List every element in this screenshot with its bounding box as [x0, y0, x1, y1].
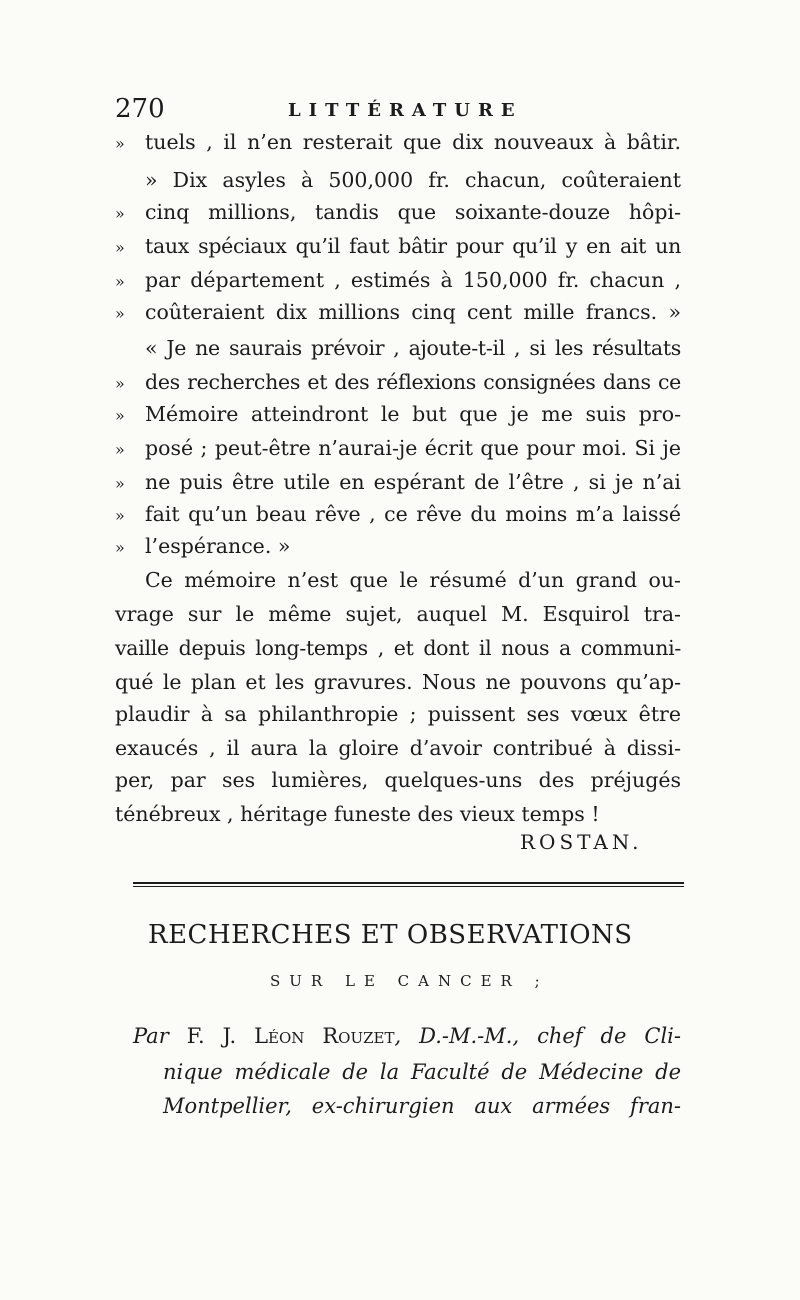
- line-text: posé ; peut-être n’aurai-je écrit que pour moi. Si je: [145, 436, 681, 460]
- line-text: exaucés , il aura la gloire d’avoir contribué à dissi-: [115, 736, 681, 760]
- article-title: RECHERCHES ET OBSERVATIONS: [148, 920, 633, 950]
- signature: ROSTAN.: [520, 830, 643, 854]
- byline-text: nique médicale de la Faculté de Médecine de: [163, 1060, 681, 1084]
- divider-thick: [133, 882, 684, 884]
- divider-thin: [133, 886, 684, 887]
- line-text: Mémoire atteindront le but que je me suis pro-: [145, 402, 681, 426]
- text-line: [115, 566, 681, 594]
- guillemet: »: [115, 204, 125, 223]
- text-line: [115, 634, 681, 662]
- guillemet: »: [115, 406, 125, 425]
- line-text: vaille depuis long-temps , et dont il nous a communi-: [115, 636, 681, 660]
- running-title: LITTÉRATURE: [288, 100, 523, 121]
- line-text: taux spéciaux qu’il faut bâtir pour qu’il y en ait un: [145, 234, 681, 258]
- author-degree: D.-M.-M.: [419, 1024, 513, 1048]
- guillemet: »: [115, 304, 125, 323]
- line-text: vrage sur le même sujet, auquel M. Esquirol tra-: [115, 602, 681, 626]
- page-number: 270: [115, 94, 165, 124]
- guillemet: »: [115, 440, 125, 459]
- byline-text: Montpellier, ex-chirurgien aux armées fran-: [163, 1094, 681, 1118]
- text-line: [115, 766, 681, 794]
- text-line: [115, 734, 681, 762]
- text-line: [115, 128, 681, 158]
- text-line: [115, 334, 681, 362]
- line-text: per, par ses lumières, quelques-uns des préjugés: [115, 768, 681, 792]
- line-text: fait qu’un beau rêve , ce rêve du moins m’a laissé: [145, 502, 681, 526]
- text-line: [115, 668, 681, 696]
- text-line: [115, 468, 681, 498]
- guillemet: »: [115, 134, 125, 153]
- guillemet: »: [115, 474, 125, 493]
- text-line: [115, 434, 681, 464]
- line-text: cinq millions, tandis que soixante-douze hôpi-: [145, 200, 681, 224]
- guillemet: »: [115, 374, 125, 393]
- text-line: [115, 800, 681, 828]
- line-text: plaudir à sa philanthropie ; puissent ses vœux être: [115, 702, 681, 726]
- line-text: par département , estimés à 150,000 fr. chacun ,: [145, 268, 681, 292]
- byline-line: [163, 1090, 681, 1122]
- byline-line: [163, 1056, 681, 1088]
- line-text: ténébreux , héritage funeste des vieux temps !: [115, 802, 600, 826]
- byline-par: Par: [133, 1024, 169, 1048]
- line-text: ne puis être utile en espérant de l’être , si je n’ai: [145, 470, 681, 494]
- line-text: tuels , il n’en resterait que dix nouveaux à bâtir.: [145, 130, 681, 154]
- byline-rest: , chef de Cli-: [512, 1024, 681, 1048]
- text-line: [115, 700, 681, 728]
- line-text: l’espérance. »: [145, 534, 291, 558]
- guillemet: »: [115, 538, 125, 557]
- text-line: [115, 500, 681, 530]
- line-text: Ce mémoire n’est que le résumé d’un grand ou-: [145, 568, 681, 592]
- line-text: coûteraient dix millions cinq cent mille francs. »: [145, 300, 681, 324]
- byline-line: Par F. J. Léon Rouzet, D.-M.-M., chef de Cli-: [133, 1024, 681, 1048]
- text-line: [115, 266, 681, 296]
- text-line: [115, 232, 681, 262]
- line-text: » Dix asyles à 500,000 fr. chacun, coûteraient: [145, 168, 681, 192]
- author-name: F. J. Léon Rouzet: [186, 1024, 395, 1048]
- line-text: « Je ne saurais prévoir , ajoute-t-il , si les résultats: [145, 336, 681, 360]
- line-text: des recherches et des réflexions consignées dans ce: [145, 370, 681, 394]
- text-line: [115, 368, 681, 398]
- article-subtitle: SUR LE CANCER ;: [270, 972, 549, 990]
- guillemet: »: [115, 272, 125, 291]
- guillemet: »: [115, 238, 125, 257]
- text-line: [115, 532, 681, 562]
- text-line: [115, 298, 681, 328]
- text-line: [115, 400, 681, 430]
- text-line: [115, 166, 681, 194]
- text-line: [115, 198, 681, 228]
- text-line: [115, 600, 681, 628]
- guillemet: »: [115, 506, 125, 525]
- line-text: qué le plan et les gravures. Nous ne pouvons qu’ap-: [115, 670, 681, 694]
